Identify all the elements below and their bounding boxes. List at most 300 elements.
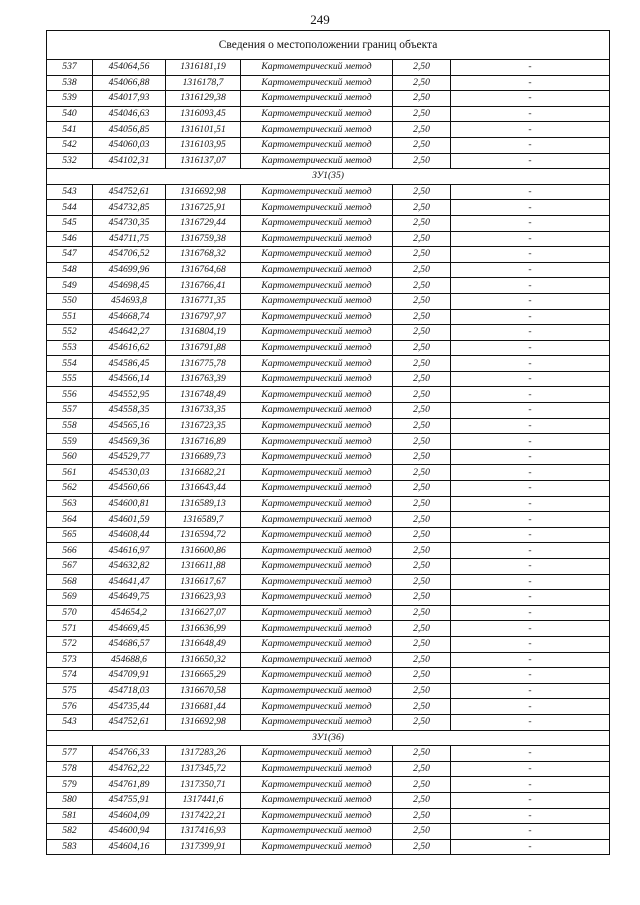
point-number-cell: 565: [47, 527, 93, 543]
method-cell: Картометрический метод: [241, 247, 393, 263]
table-row: [47, 309, 610, 325]
accuracy-cell: 2,50: [393, 746, 451, 762]
table-row: [47, 200, 610, 216]
point-number-cell: 543: [47, 714, 93, 730]
table-row: [47, 543, 610, 559]
y-coordinate-cell: 1316804,19: [166, 325, 241, 341]
point-number-cell: 558: [47, 418, 93, 434]
method-cell: Картометрический метод: [241, 808, 393, 824]
y-coordinate-cell: 1317416,93: [166, 824, 241, 840]
y-coordinate-cell: 1316623,93: [166, 590, 241, 606]
y-coordinate-cell: 1317441,6: [166, 792, 241, 808]
point-number-cell: 543: [47, 184, 93, 200]
x-coordinate-cell: 454752,61: [93, 184, 166, 200]
table-row: [47, 293, 610, 309]
y-coordinate-cell: 1316725,91: [166, 200, 241, 216]
accuracy-cell: 2,50: [393, 247, 451, 263]
point-number-cell: 583: [47, 839, 93, 855]
accuracy-cell: 2,50: [393, 434, 451, 450]
table-row: [47, 512, 610, 528]
accuracy-cell: 2,50: [393, 481, 451, 497]
description-cell: -: [451, 325, 610, 341]
description-cell: -: [451, 449, 610, 465]
method-cell: Картометрический метод: [241, 559, 393, 575]
boundary-coordinates-table: [46, 30, 610, 855]
x-coordinate-cell: 454066,88: [93, 75, 166, 91]
table-row: [47, 325, 610, 341]
description-cell: -: [451, 808, 610, 824]
description-cell: -: [451, 543, 610, 559]
x-coordinate-cell: 454600,81: [93, 496, 166, 512]
accuracy-cell: 2,50: [393, 668, 451, 684]
y-coordinate-cell: 1316670,58: [166, 683, 241, 699]
y-coordinate-cell: 1317422,21: [166, 808, 241, 824]
accuracy-cell: 2,50: [393, 636, 451, 652]
y-coordinate-cell: 1316181,19: [166, 60, 241, 76]
point-number-cell: 556: [47, 387, 93, 403]
description-cell: -: [451, 293, 610, 309]
description-cell: -: [451, 153, 610, 169]
y-coordinate-cell: 1316692,98: [166, 714, 241, 730]
description-cell: -: [451, 309, 610, 325]
x-coordinate-cell: 454693,8: [93, 293, 166, 309]
point-number-cell: 577: [47, 746, 93, 762]
x-coordinate-cell: 454649,75: [93, 590, 166, 606]
accuracy-cell: 2,50: [393, 60, 451, 76]
point-number-cell: 540: [47, 106, 93, 122]
point-number-cell: 545: [47, 215, 93, 231]
method-cell: Картометрический метод: [241, 387, 393, 403]
y-coordinate-cell: 1317345,72: [166, 761, 241, 777]
table-title: Сведения о местоположении границ объекта: [47, 31, 610, 60]
table-row: [47, 714, 610, 730]
y-coordinate-cell: 1316643,44: [166, 481, 241, 497]
point-number-cell: 539: [47, 91, 93, 107]
description-cell: -: [451, 761, 610, 777]
accuracy-cell: 2,50: [393, 574, 451, 590]
method-cell: Картометрический метод: [241, 512, 393, 528]
description-cell: -: [451, 652, 610, 668]
point-number-cell: 549: [47, 278, 93, 294]
method-cell: Картометрический метод: [241, 340, 393, 356]
y-coordinate-cell: 1316733,35: [166, 403, 241, 419]
point-number-cell: 544: [47, 200, 93, 216]
method-cell: Картометрический метод: [241, 714, 393, 730]
description-cell: -: [451, 340, 610, 356]
accuracy-cell: 2,50: [393, 683, 451, 699]
table-row: [47, 527, 610, 543]
point-number-cell: 547: [47, 247, 93, 263]
method-cell: Картометрический метод: [241, 325, 393, 341]
method-cell: Картометрический метод: [241, 106, 393, 122]
point-number-cell: 541: [47, 122, 93, 138]
section-label: ЗУ1(36): [47, 730, 610, 746]
x-coordinate-cell: 454706,52: [93, 247, 166, 263]
point-number-cell: 560: [47, 449, 93, 465]
y-coordinate-cell: 1316689,73: [166, 449, 241, 465]
y-coordinate-cell: 1316137,07: [166, 153, 241, 169]
method-cell: Картометрический метод: [241, 481, 393, 497]
description-cell: -: [451, 621, 610, 637]
point-number-cell: 570: [47, 605, 93, 621]
x-coordinate-cell: 454735,44: [93, 699, 166, 715]
x-coordinate-cell: 454711,75: [93, 231, 166, 247]
table-row: [47, 839, 610, 855]
accuracy-cell: 2,50: [393, 792, 451, 808]
table-row: [47, 465, 610, 481]
table-row: [47, 449, 610, 465]
point-number-cell: 571: [47, 621, 93, 637]
point-number-cell: 574: [47, 668, 93, 684]
description-cell: -: [451, 215, 610, 231]
x-coordinate-cell: 454752,61: [93, 714, 166, 730]
description-cell: -: [451, 481, 610, 497]
method-cell: Картометрический метод: [241, 824, 393, 840]
table-row: [47, 153, 610, 169]
method-cell: Картометрический метод: [241, 434, 393, 450]
table-row: [47, 652, 610, 668]
description-cell: -: [451, 75, 610, 91]
y-coordinate-cell: 1316682,21: [166, 465, 241, 481]
point-number-cell: 557: [47, 403, 93, 419]
method-cell: Картометрический метод: [241, 215, 393, 231]
table-row: [47, 683, 610, 699]
description-cell: -: [451, 278, 610, 294]
method-cell: Картометрический метод: [241, 527, 393, 543]
table-row: [47, 356, 610, 372]
x-coordinate-cell: 454600,94: [93, 824, 166, 840]
point-number-cell: 569: [47, 590, 93, 606]
description-cell: -: [451, 746, 610, 762]
x-coordinate-cell: 454046,63: [93, 106, 166, 122]
method-cell: Картометрический метод: [241, 356, 393, 372]
accuracy-cell: 2,50: [393, 465, 451, 481]
y-coordinate-cell: 1316771,35: [166, 293, 241, 309]
x-coordinate-cell: 454699,96: [93, 262, 166, 278]
description-cell: -: [451, 839, 610, 855]
point-number-cell: 550: [47, 293, 93, 309]
description-cell: -: [451, 91, 610, 107]
point-number-cell: 537: [47, 60, 93, 76]
x-coordinate-cell: 454060,03: [93, 137, 166, 153]
x-coordinate-cell: 454056,85: [93, 122, 166, 138]
description-cell: -: [451, 122, 610, 138]
table-row: [47, 668, 610, 684]
description-cell: -: [451, 387, 610, 403]
table-title-row: [47, 31, 610, 60]
accuracy-cell: 2,50: [393, 106, 451, 122]
x-coordinate-cell: 454586,45: [93, 356, 166, 372]
description-cell: -: [451, 824, 610, 840]
x-coordinate-cell: 454064,56: [93, 60, 166, 76]
y-coordinate-cell: 1316681,44: [166, 699, 241, 715]
description-cell: -: [451, 574, 610, 590]
method-cell: Картометрический метод: [241, 621, 393, 637]
y-coordinate-cell: 1316729,44: [166, 215, 241, 231]
y-coordinate-cell: 1316103,95: [166, 137, 241, 153]
method-cell: Картометрический метод: [241, 839, 393, 855]
accuracy-cell: 2,50: [393, 325, 451, 341]
point-number-cell: 559: [47, 434, 93, 450]
accuracy-cell: 2,50: [393, 293, 451, 309]
method-cell: Картометрический метод: [241, 761, 393, 777]
point-number-cell: 576: [47, 699, 93, 715]
accuracy-cell: 2,50: [393, 91, 451, 107]
y-coordinate-cell: 1316648,49: [166, 636, 241, 652]
table-row: [47, 278, 610, 294]
table-row: [47, 808, 610, 824]
table-row: [47, 574, 610, 590]
method-cell: Картометрический метод: [241, 683, 393, 699]
x-coordinate-cell: 454766,33: [93, 746, 166, 762]
table-row: [47, 559, 610, 575]
method-cell: Картометрический метод: [241, 200, 393, 216]
description-cell: -: [451, 605, 610, 621]
y-coordinate-cell: 1316764,68: [166, 262, 241, 278]
method-cell: Картометрический метод: [241, 278, 393, 294]
y-coordinate-cell: 1316589,13: [166, 496, 241, 512]
method-cell: Картометрический метод: [241, 496, 393, 512]
method-cell: Картометрический метод: [241, 403, 393, 419]
y-coordinate-cell: 1316650,32: [166, 652, 241, 668]
accuracy-cell: 2,50: [393, 808, 451, 824]
point-number-cell: 552: [47, 325, 93, 341]
section-header-row: [47, 730, 610, 746]
x-coordinate-cell: 454642,27: [93, 325, 166, 341]
point-number-cell: 564: [47, 512, 93, 528]
accuracy-cell: 2,50: [393, 122, 451, 138]
table-row: [47, 777, 610, 793]
method-cell: Картометрический метод: [241, 122, 393, 138]
description-cell: -: [451, 137, 610, 153]
method-cell: Картометрический метод: [241, 590, 393, 606]
accuracy-cell: 2,50: [393, 418, 451, 434]
point-number-cell: 573: [47, 652, 93, 668]
accuracy-cell: 2,50: [393, 309, 451, 325]
point-number-cell: 575: [47, 683, 93, 699]
y-coordinate-cell: 1316178,7: [166, 75, 241, 91]
accuracy-cell: 2,50: [393, 512, 451, 528]
point-number-cell: 563: [47, 496, 93, 512]
description-cell: -: [451, 496, 610, 512]
method-cell: Картометрический метод: [241, 231, 393, 247]
x-coordinate-cell: 454668,74: [93, 309, 166, 325]
method-cell: Картометрический метод: [241, 309, 393, 325]
description-cell: -: [451, 262, 610, 278]
x-coordinate-cell: 454017,93: [93, 91, 166, 107]
x-coordinate-cell: 454569,36: [93, 434, 166, 450]
table-row: [47, 231, 610, 247]
table-row: [47, 122, 610, 138]
x-coordinate-cell: 454102,31: [93, 153, 166, 169]
y-coordinate-cell: 1316611,88: [166, 559, 241, 575]
x-coordinate-cell: 454616,97: [93, 543, 166, 559]
accuracy-cell: 2,50: [393, 761, 451, 777]
description-cell: -: [451, 777, 610, 793]
description-cell: -: [451, 683, 610, 699]
method-cell: Картометрический метод: [241, 543, 393, 559]
point-number-cell: 581: [47, 808, 93, 824]
method-cell: Картометрический метод: [241, 699, 393, 715]
method-cell: Картометрический метод: [241, 605, 393, 621]
table-row: [47, 792, 610, 808]
y-coordinate-cell: 1316797,97: [166, 309, 241, 325]
x-coordinate-cell: 454686,57: [93, 636, 166, 652]
y-coordinate-cell: 1317399,91: [166, 839, 241, 855]
table-row: [47, 605, 610, 621]
accuracy-cell: 2,50: [393, 153, 451, 169]
y-coordinate-cell: 1316101,51: [166, 122, 241, 138]
point-number-cell: 568: [47, 574, 93, 590]
y-coordinate-cell: 1316716,89: [166, 434, 241, 450]
x-coordinate-cell: 454566,14: [93, 371, 166, 387]
x-coordinate-cell: 454755,91: [93, 792, 166, 808]
point-number-cell: 582: [47, 824, 93, 840]
description-cell: -: [451, 60, 610, 76]
description-cell: -: [451, 699, 610, 715]
point-number-cell: 567: [47, 559, 93, 575]
description-cell: -: [451, 106, 610, 122]
accuracy-cell: 2,50: [393, 527, 451, 543]
table-row: [47, 75, 610, 91]
description-cell: -: [451, 636, 610, 652]
method-cell: Картометрический метод: [241, 777, 393, 793]
accuracy-cell: 2,50: [393, 824, 451, 840]
point-number-cell: 579: [47, 777, 93, 793]
method-cell: Картометрический метод: [241, 262, 393, 278]
x-coordinate-cell: 454641,47: [93, 574, 166, 590]
x-coordinate-cell: 454552,95: [93, 387, 166, 403]
x-coordinate-cell: 454669,45: [93, 621, 166, 637]
x-coordinate-cell: 454530,03: [93, 465, 166, 481]
description-cell: -: [451, 714, 610, 730]
table-row: [47, 262, 610, 278]
table-row: [47, 481, 610, 497]
table-row: [47, 387, 610, 403]
table-row: [47, 636, 610, 652]
section-label: ЗУ1(35): [47, 169, 610, 185]
point-number-cell: 551: [47, 309, 93, 325]
y-coordinate-cell: 1316093,45: [166, 106, 241, 122]
description-cell: -: [451, 465, 610, 481]
y-coordinate-cell: 1316791,88: [166, 340, 241, 356]
point-number-cell: 548: [47, 262, 93, 278]
description-cell: -: [451, 418, 610, 434]
method-cell: Картометрический метод: [241, 449, 393, 465]
point-number-cell: 566: [47, 543, 93, 559]
accuracy-cell: 2,50: [393, 371, 451, 387]
point-number-cell: 554: [47, 356, 93, 372]
accuracy-cell: 2,50: [393, 200, 451, 216]
accuracy-cell: 2,50: [393, 215, 451, 231]
table-row: [47, 590, 610, 606]
point-number-cell: 578: [47, 761, 93, 777]
point-number-cell: 562: [47, 481, 93, 497]
table-row: [47, 434, 610, 450]
y-coordinate-cell: 1316768,32: [166, 247, 241, 263]
point-number-cell: 572: [47, 636, 93, 652]
table-row: [47, 60, 610, 76]
table-row: [47, 418, 610, 434]
point-number-cell: 555: [47, 371, 93, 387]
description-cell: -: [451, 512, 610, 528]
description-cell: -: [451, 231, 610, 247]
y-coordinate-cell: 1316748,49: [166, 387, 241, 403]
description-cell: -: [451, 527, 610, 543]
table-row: [47, 824, 610, 840]
section-header-row: [47, 169, 610, 185]
x-coordinate-cell: 454761,89: [93, 777, 166, 793]
accuracy-cell: 2,50: [393, 590, 451, 606]
accuracy-cell: 2,50: [393, 652, 451, 668]
accuracy-cell: 2,50: [393, 714, 451, 730]
accuracy-cell: 2,50: [393, 543, 451, 559]
description-cell: -: [451, 356, 610, 372]
y-coordinate-cell: 1316636,99: [166, 621, 241, 637]
method-cell: Картометрический метод: [241, 184, 393, 200]
accuracy-cell: 2,50: [393, 699, 451, 715]
table-row: [47, 106, 610, 122]
description-cell: -: [451, 434, 610, 450]
accuracy-cell: 2,50: [393, 340, 451, 356]
accuracy-cell: 2,50: [393, 231, 451, 247]
point-number-cell: 532: [47, 153, 93, 169]
accuracy-cell: 2,50: [393, 605, 451, 621]
method-cell: Картометрический метод: [241, 574, 393, 590]
method-cell: Картометрический метод: [241, 293, 393, 309]
method-cell: Картометрический метод: [241, 91, 393, 107]
method-cell: Картометрический метод: [241, 75, 393, 91]
x-coordinate-cell: 454529,77: [93, 449, 166, 465]
x-coordinate-cell: 454608,44: [93, 527, 166, 543]
x-coordinate-cell: 454616,62: [93, 340, 166, 356]
x-coordinate-cell: 454730,35: [93, 215, 166, 231]
x-coordinate-cell: 454709,91: [93, 668, 166, 684]
point-number-cell: 542: [47, 137, 93, 153]
accuracy-cell: 2,50: [393, 356, 451, 372]
method-cell: Картометрический метод: [241, 668, 393, 684]
description-cell: -: [451, 200, 610, 216]
x-coordinate-cell: 454718,03: [93, 683, 166, 699]
table-row: [47, 184, 610, 200]
accuracy-cell: 2,50: [393, 403, 451, 419]
y-coordinate-cell: 1317350,71: [166, 777, 241, 793]
accuracy-cell: 2,50: [393, 184, 451, 200]
description-cell: -: [451, 590, 610, 606]
description-cell: -: [451, 247, 610, 263]
table-row: [47, 137, 610, 153]
y-coordinate-cell: 1316763,39: [166, 371, 241, 387]
table-row: [47, 496, 610, 512]
table-row: [47, 215, 610, 231]
method-cell: Картометрический метод: [241, 371, 393, 387]
y-coordinate-cell: 1316665,29: [166, 668, 241, 684]
accuracy-cell: 2,50: [393, 621, 451, 637]
accuracy-cell: 2,50: [393, 496, 451, 512]
description-cell: -: [451, 403, 610, 419]
x-coordinate-cell: 454654,2: [93, 605, 166, 621]
accuracy-cell: 2,50: [393, 777, 451, 793]
y-coordinate-cell: 1316775,78: [166, 356, 241, 372]
table-row: [47, 91, 610, 107]
table-row: [47, 761, 610, 777]
point-number-cell: 561: [47, 465, 93, 481]
point-number-cell: 546: [47, 231, 93, 247]
accuracy-cell: 2,50: [393, 137, 451, 153]
method-cell: Картометрический метод: [241, 137, 393, 153]
accuracy-cell: 2,50: [393, 75, 451, 91]
method-cell: Картометрический метод: [241, 746, 393, 762]
